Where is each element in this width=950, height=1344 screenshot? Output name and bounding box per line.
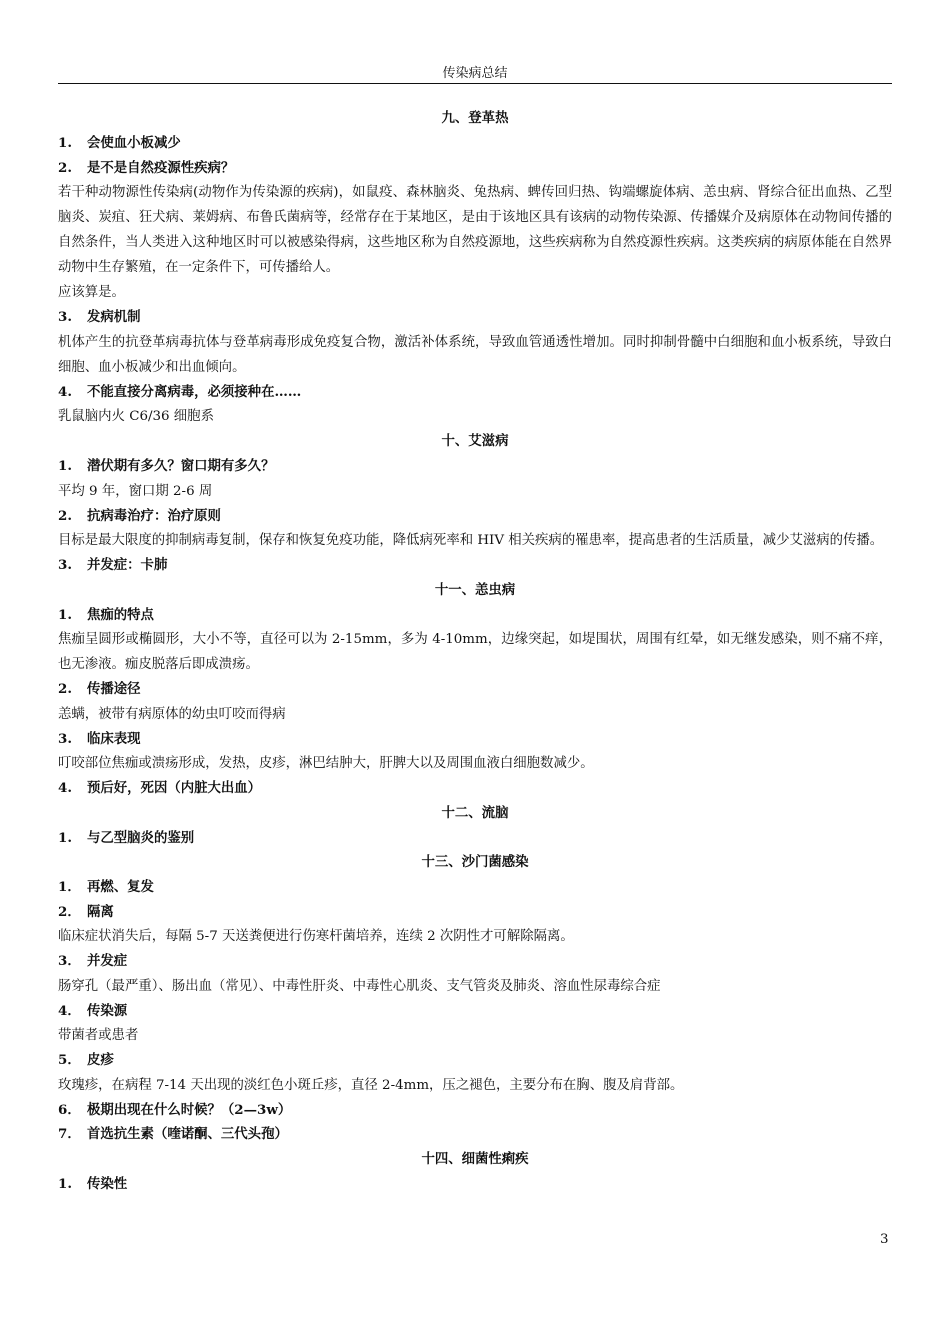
answer-paragraph: 临床症状消失后，每隔 5-7 天送粪便进行伤寒杆菌培养，连续 2 次阴性才可解除隔离。 <box>58 929 574 944</box>
question-item <box>58 727 892 752</box>
question-item <box>58 305 892 330</box>
question-text: 隔离 <box>87 903 114 920</box>
answer-paragraph: 平均 9 年，窗口期 2-6 周 <box>58 483 213 499</box>
question-text: 临床表现 <box>87 730 141 747</box>
question-item <box>58 875 892 900</box>
question-number: 2. <box>58 681 72 697</box>
question-item <box>58 1122 892 1147</box>
question-number: 1. <box>58 135 72 151</box>
question-text: 与乙型脑炎的鉴别 <box>87 829 195 846</box>
question-item <box>58 454 892 479</box>
question-number: 1. <box>58 606 72 623</box>
answer-paragraph: 若干种动物源性传染病(动物作为传染源的疾病)，如鼠疫、森林脑炎、兔热病、蜱传回归热、钩端螺旋体病、恙虫病、肾综合征出血热、乙型脑炎、炭疽、狂犬病、莱姆病、布鲁氏菌病等，经常存在于某地区，是由于该地区具有该病的动物传染源、传播媒介及病原体在动物间传播的自然条件，当人类进入这种地区时可以被感染得病，这些地区称为自然疫源地，这些疾病称为自然疫源性疾病。这类疾病的病原体能在自然界动物中生存繁殖，在一定条件下，可传播给人。 <box>58 185 892 275</box>
answer-paragraph: 恙螨，被带有病原体的幼虫叮咬而得病 <box>58 706 286 722</box>
question-item <box>58 553 892 578</box>
question-number: 5． <box>58 1052 81 1068</box>
answer-paragraph: 肠穿孔（最严重）、肠出血（常见）、中毒性肝炎、中毒性心肌炎、支气管炎及肺炎、溶血性尿毒综合症 <box>58 978 661 994</box>
question-text: 焦痂的特点 <box>87 606 154 623</box>
question-text: 极期出现在什么时候？（2—3w） <box>87 1101 292 1118</box>
section-heading: 十一、恙虫病 <box>434 581 516 598</box>
document-body <box>58 106 892 1196</box>
question-text: 预后好，死因（内脏大出血） <box>87 780 262 796</box>
question-item <box>58 900 892 925</box>
question-item <box>58 504 892 529</box>
question-number: 2. <box>58 507 72 524</box>
question-text: 首选抗生素（喹诺酮、三代头孢） <box>87 1126 288 1142</box>
question-item <box>58 156 892 181</box>
question-number: 1. <box>58 458 72 474</box>
answer-paragraph: 应该算是。 <box>58 285 125 300</box>
question-text: 传染源 <box>87 1002 128 1019</box>
section-heading: 九、登革热 <box>441 110 509 126</box>
section-heading: 十三、沙门菌感染 <box>421 854 529 870</box>
header-divider <box>58 83 892 84</box>
answer-paragraph: 机体产生的抗登革病毒抗体与登革病毒形成免疫复合物，激活补体系统，导致血管通透性增加。同时抑制骨髓中白细胞和血小板系统，导致白细胞、血小板减少和出血倾向。 <box>58 334 892 375</box>
answer-paragraph: 乳鼠脑内火 C6/36 细胞系 <box>58 409 214 424</box>
question-text: 传播途径 <box>87 681 141 697</box>
question-item <box>58 1098 892 1123</box>
section-heading: 十四、细菌性痢疾 <box>421 1150 529 1167</box>
question-text: 并发症 <box>87 953 128 969</box>
question-number: 3. <box>58 557 72 573</box>
question-item <box>58 1048 892 1073</box>
question-text: 皮疹 <box>87 1052 114 1068</box>
section-heading: 十二、流脑 <box>441 804 509 821</box>
question-text: 不能直接分离病毒，必须接种在…… <box>87 383 302 400</box>
answer-paragraph: 带菌者或患者 <box>58 1028 139 1043</box>
question-text: 是不是自然疫源性疾病？ <box>87 159 235 176</box>
question-number: 3． <box>58 953 81 969</box>
question-text: 发病机制 <box>87 309 141 325</box>
question-item <box>58 826 892 851</box>
question-number: 1. <box>58 1175 72 1192</box>
question-number: 6． <box>58 1101 81 1118</box>
section-heading: 十、艾滋病 <box>441 433 509 449</box>
question-number: 1. <box>58 829 72 846</box>
question-number: 4． <box>58 1002 81 1019</box>
question-number: 4. <box>58 383 72 400</box>
question-number: 1． <box>58 879 81 895</box>
question-item <box>58 949 892 974</box>
answer-paragraph: 玫瑰疹，在病程 7-14 天出现的淡红色小斑丘疹，直径 2-4mm，压之褪色，主要分布在胸、腹及肩背部。 <box>58 1077 684 1093</box>
question-number: 2． <box>58 903 81 920</box>
question-text: 会使血小板减少 <box>87 135 181 151</box>
question-item <box>58 380 892 405</box>
question-text: 并发症：卡肺 <box>87 557 168 573</box>
question-number: 3. <box>58 309 72 325</box>
answer-paragraph: 焦痂呈圆形或椭圆形，大小不等，直径可以为 2-15mm，多为 4-10mm，边缘突起，如堤围状，周围有红晕，如无继发感染，则不痛不痒，也无渗液。痂皮脱落后即成溃疡。 <box>58 632 892 672</box>
question-number: 4. <box>58 780 72 796</box>
question-item <box>58 999 892 1024</box>
question-text: 再燃、复发 <box>87 879 154 895</box>
question-item <box>58 603 892 628</box>
page-number: 3 <box>880 1232 889 1247</box>
question-number: 7． <box>58 1126 81 1142</box>
question-text: 传染性 <box>87 1175 128 1192</box>
question-text: 抗病毒治疗：治疗原则 <box>87 507 221 524</box>
question-number: 2. <box>58 159 72 176</box>
question-item <box>58 677 892 702</box>
question-item <box>58 1172 892 1197</box>
answer-paragraph: 叮咬部位焦痂或溃疡形成，发热，皮疹，淋巴结肿大，肝脾大以及周围血液白细胞数减少。 <box>58 756 594 771</box>
question-number: 3. <box>58 730 72 747</box>
question-item <box>58 131 892 156</box>
answer-paragraph: 目标是最大限度的抑制病毒复制，保存和恢复免疫功能，降低病死率和 HIV 相关疾病的罹患率，提高患者的生活质量，减少艾滋病的传播。 <box>58 533 884 548</box>
page-header-title: 传染病总结 <box>442 66 508 81</box>
question-item <box>58 776 892 801</box>
question-text: 潜伏期有多久？窗口期有多久？ <box>87 458 275 474</box>
